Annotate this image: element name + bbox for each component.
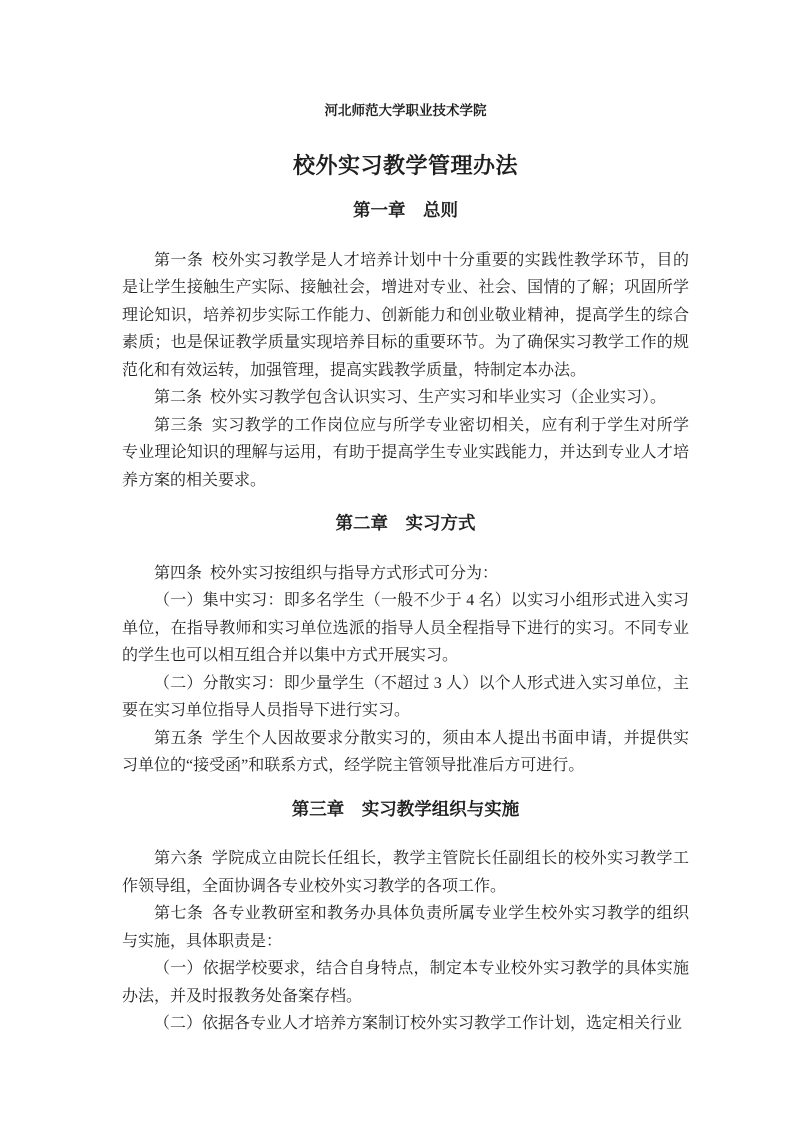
paragraph-article-7-item-1: （一）依据学校要求，结合自身特点，制定本专业校外实习教学的具体实施办法，并及时报教务处备案存档。 [122, 960, 689, 1005]
chapter-heading-1: 第一章 总则 [353, 200, 458, 220]
paragraph-article-4-item-1: （一）集中实习：即多名学生（一般不少于 4 名）以实习小组形式进入实习单位，在指导教师和实习单位选派的指导人员全程指导下进行的实习。不同专业的学生也可以相互组合并以集中方式开展实习。 [122, 592, 689, 664]
organization-name: 河北师范大学职业技术学院 [324, 103, 487, 118]
chapter-heading-3: 第三章 实习教学组织与实施 [291, 798, 520, 819]
document-content [122, 0, 689, 1038]
paragraph-article-4: 第四条 校外实习按组织与指导方式形式可分为： [154, 564, 499, 582]
paragraph-article-7-item-2: （二）依据各专业人才培养方案制订校外实习教学工作计划，选定相关行业 [154, 1015, 683, 1032]
chapter-heading-2: 第二章 实习方式 [335, 513, 476, 533]
paragraph-article-3: 第三条 实习教学的工作岗位应与所学专业密切相关，应有利于学生对所学专业理论知识的理解与运用，有助于提高学生专业实践能力，并达到专业人才培养方案的相关要求。 [122, 416, 689, 489]
paragraph-article-4-item-2: （二）分散实习：即少量学生（不超过 3 人）以个人形式进入实习单位，主要在实习单位指导人员指导下进行实习。 [122, 674, 689, 719]
paragraph-article-6: 第六条 学院成立由院长任组长，教学主管院长任副组长的校外实习教学工作领导组，全面协调各专业校外实习教学的各项工作。 [122, 850, 689, 895]
paragraph-article-2: 第二条 校外实习教学包含认识实习、生产实习和毕业实习（企业实习）。 [154, 389, 667, 406]
paragraph-article-5: 第五条 学生个人因故要求分散实习的，须由本人提出书面申请，并提供实习单位的“接受函”和联系方式，经学院主管领导批准后方可进行。 [122, 729, 689, 774]
paragraph-article-7: 第七条 各专业教研室和教务办具体负责所属专业学生校外实习教学的组织与实施，具体职责是： [122, 905, 689, 950]
document-title: 校外实习教学管理办法 [292, 153, 518, 178]
paragraph-article-1: 第一条 校外实习教学是人才培养计划中十分重要的实践性教学环节，目的是让学生接触生产实际、接触社会，增进对专业、社会、国情的了解；巩固所学理论知识，培养初步实际工作能力、创新能力和创业敬业精神，提高学生的综合素质；也是保证教学质量实现培养目标的重要环节。为了确保实习教学工作的规范化和有效运转，加强管理，提高实践教学质量，特制定本办法。 [122, 251, 689, 379]
